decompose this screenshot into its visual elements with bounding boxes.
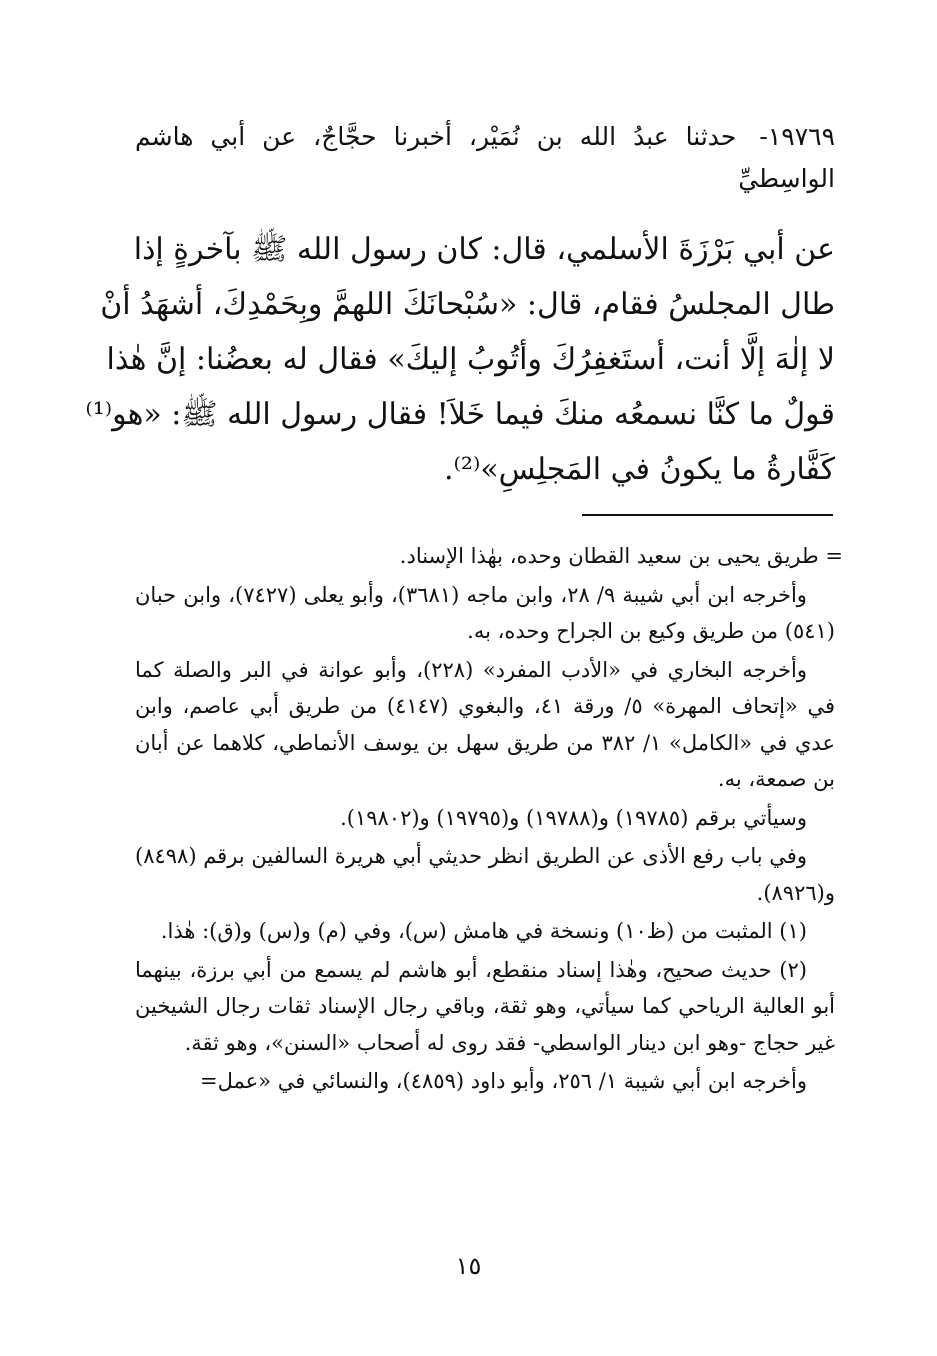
hadith-isnad: حدثنا عبدُ الله بن نُمَيْر، أخبرنا حجَّاجٌ، عن أبي هاشم الواسِطيِّ <box>135 122 835 193</box>
hadith-text-line: كَفَّارةُ ما يكونُ في المَجلِسِ»⁽²⁾. <box>444 452 835 487</box>
footnote-paragraph: وسيأتي برقم (١٩٧٨٥) و(١٩٧٨٨) و(١٩٧٩٥) و(١٩٨٠٢). <box>340 805 807 830</box>
hadith-number: ١٩٧٦٩- <box>759 122 835 151</box>
hadith-text-line: طال المجلسُ فقام، قال: «سُبْحانَكَ اللهمَّ وبِحَمْدِكَ، أشهَدُ أنْ <box>100 287 835 322</box>
hadith-text <box>85 222 835 497</box>
footnote-paragraph: وفي باب رفع الأذى عن الطريق انظر حديثي أبي هريرة السالفين برقم (٨٤٩٨) و(٨٩٢٦). <box>135 844 835 905</box>
footnote-paragraph: وأخرجه البخاري في «الأدب المفرد» (٢٢٨)، وأبو عوانة في البر والصلة كما في «إتحاف المهرة» ٥/ ورقة ٤١، والبغوي (٤١٤٧) من طريق أبي عاصم، وابن عدي في «الكامل» ١/ ٣٨٢ من طريق سهل بن يوسف الأنماطي، كلاهما عن أبان بن صمعة، به. <box>135 657 836 791</box>
footnote-paragraph: = طريق يحيى بن سعيد القطان وحده، بهٰذا الإسناد. <box>399 544 843 568</box>
footnote-1: (١) المثبت من (ظ١٠) ونسخة في هامش (س)، وفي (م) و(س) و(ق): هٰذا. <box>160 919 807 943</box>
hadith-chain <box>135 116 835 200</box>
footnote-paragraph: وأخرجه ابن أبي شيبة ٩/ ٢٨، وابن ماجه (٣٦٨١)، وأبو يعلى (٧٤٢٧)، وابن حبان (٥٤١) من طريق وكيع بن الجراح وحده، به. <box>135 582 835 643</box>
hadith-text-line: قولٌ ما كنَّا نسمعُه منكَ فيما خَلاَ! فقال رسول الله ﷺ: «هو⁽¹⁾ <box>85 397 835 432</box>
footnote-paragraph: وأخرجه ابن أبي شيبة ١/ ٢٥٦، وأبو داود (٤٨٥٩)، والنسائي في «عمل= <box>200 1069 807 1093</box>
footnote-separator <box>582 514 833 516</box>
footnotes <box>135 538 843 1102</box>
hadith-text-line: لا إلٰهَ إلَّا أنت، أستَغفِرُكَ وأتُوبُ إليكَ» فقال له بعضُنا: إنَّ هٰذا <box>106 342 835 377</box>
page-number: ١٥ <box>455 1252 482 1280</box>
hadith-text-line: عن أبي بَرْزَةَ الأسلمي، قال: كان رسول الله ﷺ بآخرةٍ إذا <box>133 232 835 267</box>
footnote-2: (٢) حديث صحيح، وهٰذا إسناد منقطع، أبو هاشم لم يسمع من أبي برزة، بينهما أبو العالية الرياحي كما سيأتي، وهو ثقة، وباقي رجال الإسناد ثقات رجال الشيخين غير حجاج -وهو ابن دينار الواسطي- فقد روى له أصحاب «السنن»، وهو ثقة. <box>135 957 835 1055</box>
